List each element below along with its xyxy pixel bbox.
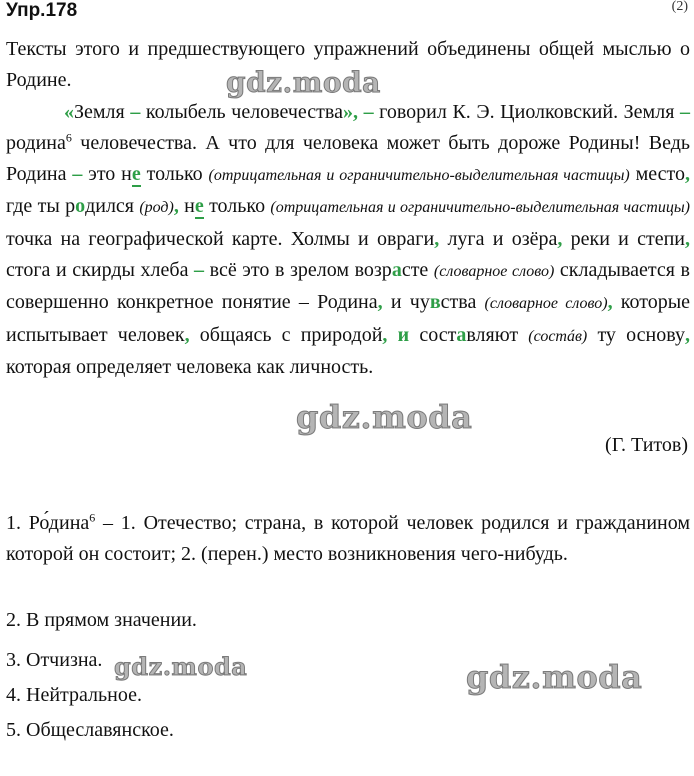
definition-block [6,508,690,570]
annotation-note: (род) [139,199,174,217]
author-attribution: (Г. Титов) [605,434,688,456]
answer-3: 3. Отчизна. [6,649,103,671]
watermark: gdz.moda [114,652,248,681]
intro-paragraph: Тексты этого и предшествующего упражнений объединены общей мыслью о Родине. [6,38,690,92]
main-paragraph: «Земля – колыбель человечества», – говорил К. Э. Циолковский. Земля – родина$^6$ человечества. А что для человека может быть дороже Родины! Ведь Родина – это не только (отрицательная и ограничительно-выделительная частицы) место, где ты родился (род), не только (отрицательная и ограничительно-выделительная частицы) точка на географической карте. Холмы и овраги, луга и озёра, реки и степи, стога и скирды хлеба – всё это в зрелом возрасте (словарное слово) складывается в совершенно конкретное понятие – Родина, и чувства (словарное слово), которые испытывает человек, общаясь с природой, и составляют (состáв) ту основу, которая определяет человека как личность. [6,100,691,378]
watermark: gdz.moda [296,398,473,436]
annotation-note: (словарное слово) [433,263,555,281]
annotation-note: (отрицательная и ограничительно-выделительная частицы) [208,167,630,185]
definition-1: 1. Ро́дина$^6$ – 1. Отечество; страна, в которой человек родился и гражданином которой он состоит; 2. (перен.) место возникновения чего-нибудь. [6,510,690,565]
annotation-note: (словарное слово) [484,295,608,313]
watermark: gdz.moda [466,658,643,696]
watermark: gdz.moda [226,66,381,99]
answer-2: 2. В прямом значении. [6,609,197,631]
annotation-note: (состáв) [528,327,588,345]
corner-mark: (2) [671,0,688,14]
answer-5: 5. Общеславянское. [6,719,174,741]
annotation-note: (отрицательная и ограничительно-выделительная частицы) [270,199,690,217]
exercise-title: Упр.178 [6,0,78,21]
answer-4: 4. Нейтральное. [6,684,142,706]
